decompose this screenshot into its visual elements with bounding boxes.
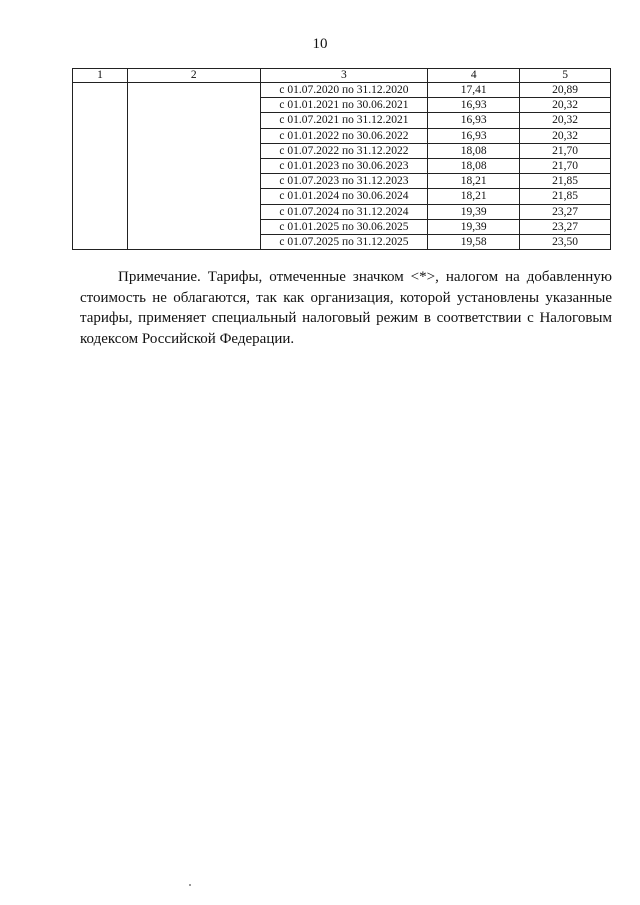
- cell-col4: 18,08: [428, 143, 520, 158]
- cell-col4: 16,93: [428, 113, 520, 128]
- cell-col5: 21,70: [520, 158, 611, 173]
- cell-col5: 20,32: [520, 128, 611, 143]
- cell-period: с 01.01.2025 по 30.06.2025: [260, 219, 428, 234]
- cell-col5: 21,70: [520, 143, 611, 158]
- cell-col4: 16,93: [428, 98, 520, 113]
- table-body: [73, 83, 611, 250]
- cell-period: с 01.01.2024 по 30.06.2024: [260, 189, 428, 204]
- cell-period: с 01.07.2022 по 31.12.2022: [260, 143, 428, 158]
- cell-col4: 18,21: [428, 189, 520, 204]
- cell-col5: 23,27: [520, 204, 611, 219]
- cell-period: с 01.07.2023 по 31.12.2023: [260, 174, 428, 189]
- cell-col4: 17,41: [428, 83, 520, 98]
- cell-col5: 23,27: [520, 219, 611, 234]
- cell-period: с 01.07.2020 по 31.12.2020: [260, 83, 428, 98]
- cell-col4: 19,39: [428, 219, 520, 234]
- cell-col4: 18,21: [428, 174, 520, 189]
- column-header-1: 1: [73, 69, 128, 83]
- column-header-3: 3: [260, 69, 428, 83]
- cell-col4: 16,93: [428, 128, 520, 143]
- table-row: [73, 83, 611, 98]
- column-header-2: 2: [127, 69, 260, 83]
- cell-col2-empty: [127, 83, 260, 250]
- column-header-5: 5: [520, 69, 611, 83]
- cell-period: с 01.01.2023 по 30.06.2023: [260, 158, 428, 173]
- cell-period: с 01.07.2024 по 31.12.2024: [260, 204, 428, 219]
- cell-col4: 19,58: [428, 234, 520, 249]
- column-header-4: 4: [428, 69, 520, 83]
- cell-col5: 20,32: [520, 98, 611, 113]
- cell-col5: 21,85: [520, 174, 611, 189]
- scan-speck: [189, 884, 191, 886]
- cell-period: с 01.01.2021 по 30.06.2021: [260, 98, 428, 113]
- table-header-row: [73, 69, 611, 83]
- cell-period: с 01.07.2021 по 31.12.2021: [260, 113, 428, 128]
- cell-col5: 21,85: [520, 189, 611, 204]
- cell-period: с 01.01.2022 по 30.06.2022: [260, 128, 428, 143]
- cell-col1-empty: [73, 83, 128, 250]
- cell-col5: 20,32: [520, 113, 611, 128]
- cell-col4: 19,39: [428, 204, 520, 219]
- cell-col5: 20,89: [520, 83, 611, 98]
- cell-col4: 18,08: [428, 158, 520, 173]
- cell-period: с 01.07.2025 по 31.12.2025: [260, 234, 428, 249]
- cell-col5: 23,50: [520, 234, 611, 249]
- tariff-table: [72, 68, 611, 250]
- page-number: 10: [312, 36, 328, 52]
- note-paragraph: Примечание. Тарифы, отмеченные значком <*>, налогом на добавленную стоимость не облагаются, так как организация, которой установлены указанные тарифы, применяет специальный налоговый режим в соответствии с Налоговым кодексом Российской Федерации.: [80, 269, 612, 347]
